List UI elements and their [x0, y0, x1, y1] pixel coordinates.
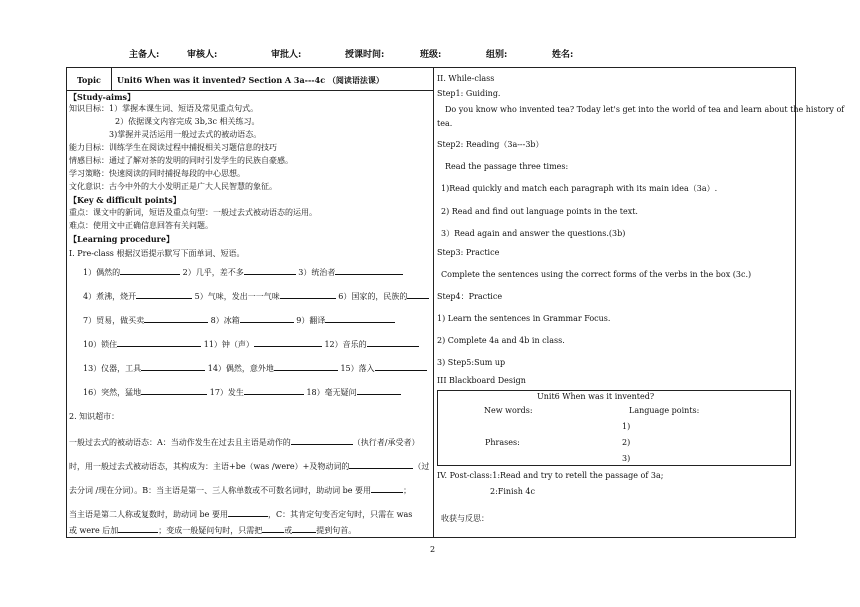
procedure-title: 【Learning procedure】	[69, 234, 174, 244]
grammar-line: 当主语是第二人称或复数时，助动词 be 要用 ，C：其肯定句变否定句时，只需在 was	[69, 510, 413, 519]
step3: Step3: Practice	[437, 248, 500, 257]
grammar-line: 一般过去式的被动语态：A：当动作发生在过去且主语是动作的 （执行者/承受者）	[69, 438, 420, 447]
step2: Step2: Reading（3a---3b）	[437, 140, 544, 149]
complete-instruction: Complete the sentences using the correct forms of the verbs in the box (3c.)	[441, 270, 752, 279]
key-points-title: 【Key & difficult points】	[69, 195, 181, 205]
bb-language-points: Language points:	[629, 406, 700, 415]
vocab-row: 13）仪器，工具 14）偶然，意外地 15）落入	[83, 362, 427, 374]
grammar-line: 时，用一般过去式被动语态，其构成为：主语+be（was /were）+及物动词的 （过	[69, 462, 430, 471]
read-task-1: 1)Read quickly and match each paragraph with its main idea（3a）.	[441, 184, 718, 193]
aim-knowledge-2: 2）依据课文内容完成 3b,3c 相关练习。	[115, 117, 260, 126]
aim-knowledge-1: 知识目标：1）掌握本课生词、短语及常见重点句式。	[69, 104, 259, 113]
aim-knowledge-3: 3)掌握并灵活运用一般过去式的被动语态。	[109, 130, 262, 139]
grammar-line: 或 were 后加 ；变成一般疑问句时，只需把 或 提到句首。	[69, 526, 357, 535]
bb-point-1: 1)	[622, 422, 631, 431]
vocab-row: 16）突然，猛地 17）发生 18）毫无疑问	[83, 386, 401, 398]
bb-point-2: 2)	[622, 438, 631, 447]
vocab-row: 4）煮沸，烧开 5）气味，发出一一气味 6）国家的，民族的	[83, 290, 429, 302]
read-task-3: 3）Read again and answer the questions.(3b)	[441, 229, 626, 238]
column-divider	[433, 67, 434, 538]
difficult-point: 难点：使用文中正确信息回答有关问题。	[69, 221, 213, 230]
bb-new-words: New words:	[484, 406, 533, 415]
read-three-times: Read the passage three times:	[445, 162, 569, 171]
name-label: 姓名:	[552, 50, 574, 60]
bb-point-3: 3)	[622, 454, 631, 463]
guide-question-end: tea.	[437, 119, 453, 128]
post-class-2: 2:Finish 4c	[490, 487, 535, 496]
preparer-label: 主备人:	[129, 50, 160, 60]
aim-emotion: 情感目标：通过了解对茶的发明的同时引发学生的民族自豪感。	[69, 156, 293, 165]
while-class-title: II. While-class	[437, 74, 495, 83]
reviewer-label: 审核人:	[187, 50, 218, 60]
topic-label: Topic	[77, 75, 101, 85]
blackboard-heading: Unit6 When was it invented?	[537, 392, 655, 401]
practice-2: 2) Complete 4a and 4b in class.	[437, 336, 565, 345]
grammar-title: 2. 知识超市：	[69, 412, 120, 421]
reflection-label: 收获与反思：	[441, 514, 489, 523]
step4: Step4：Practice	[437, 292, 503, 301]
class-label: 班级:	[420, 50, 442, 60]
topic-row-divider	[66, 90, 434, 91]
vocab-row: 10）锁住 11）钟（声） 12）音乐的	[83, 338, 419, 350]
group-label: 组别:	[486, 50, 508, 60]
approver-label: 审批人:	[271, 50, 302, 60]
aim-strategy: 学习策略：快速阅读的同时捕捉每段的中心思想。	[69, 169, 245, 178]
aim-ability: 能力目标：训练学生在阅读过程中捕捉相关习题信息的技巧	[69, 143, 277, 152]
time-label: 授课时间:	[345, 50, 385, 60]
read-task-2: 2) Read and find out language points in the text.	[441, 207, 638, 216]
practice-1: 1) Learn the sentences in Grammar Focus.	[437, 314, 611, 323]
topic-title: Unit6 When was it invented? Section A 3a---4c （阅读语法课）	[117, 75, 384, 85]
aim-culture: 文化意识：古今中外的大小发明正是广大人民智慧的象征。	[69, 182, 277, 191]
preclass-instruction: I. Pre-class 根据汉语提示默写下面单词、短语。	[69, 249, 245, 258]
guide-question: Do you know who invented tea? Today let's get into the world of tea and learn about the history of	[445, 105, 845, 114]
key-point: 重点：课文中的新词，短语及重点句型：一般过去式被动语态的运用。	[69, 208, 317, 217]
bb-phrases: Phrases:	[485, 438, 520, 447]
vocab-row: 7）贸易，做买卖 8）冰箱 9）翻译	[83, 314, 395, 326]
page-number: 2	[430, 545, 436, 554]
grammar-line: 去分词 /现在分词）。B：当主语是第一、三人称单数或不可数名词时，助动词 be 要用 ；	[69, 486, 412, 495]
vocab-row: 1）偶然的 2）几乎，差不多 3）统治者	[83, 266, 403, 278]
practice-3: 3) Step5:Sum up	[437, 358, 506, 367]
study-aims-title: 【Study-aims】	[69, 92, 136, 102]
post-class-1: IV. Post-class:1:Read and try to retell the passage of 3a;	[437, 471, 664, 480]
blackboard-title: III Blackboard Design	[437, 376, 526, 385]
step1: Step1: Guiding.	[437, 89, 501, 98]
